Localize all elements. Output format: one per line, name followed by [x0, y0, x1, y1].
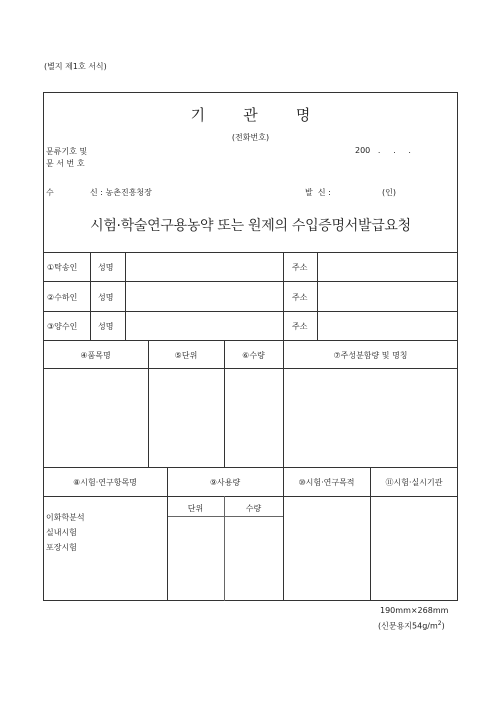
main-title: 시험·학술연구용농약 또는 원제의 수입증명서발급요청 [90, 218, 411, 234]
sender-label: 발 신 : [305, 188, 331, 197]
party-addr-label: 주소 [292, 293, 308, 302]
paper-size: 190mm×268mm [380, 606, 449, 615]
date-field[interactable]: 200 . . . [355, 146, 411, 155]
paper-spec-text: (신문용지54g/m [378, 621, 438, 631]
rule-party-3 [43, 340, 458, 341]
v-party-role [90, 252, 91, 340]
party-addr-label: 주소 [292, 263, 308, 272]
form-code: (별지 제1호 서식) [44, 62, 107, 71]
rule-party-1 [43, 281, 458, 282]
phone-label: (전화번호) [231, 133, 270, 142]
rule-party-2 [43, 311, 458, 312]
party-role-consignee: ②수하인 [47, 293, 78, 302]
party-name-label: 성명 [98, 322, 114, 331]
product-header-ingredient: ⑦주성분함량 및 명칭 [333, 351, 408, 360]
rule-test-header [43, 496, 458, 497]
test-item: 포장시험 [46, 543, 77, 552]
party-name-label: 성명 [98, 263, 114, 272]
v-party-addr-start [283, 252, 284, 340]
doc-number-label: 문 서 번 호 [46, 159, 85, 168]
seal-mark: (인) [382, 188, 396, 197]
party-role-shipper: ①탁송인 [47, 263, 78, 272]
product-header-name: ④품목명 [80, 351, 111, 360]
rule-parties-top [43, 252, 458, 253]
test-header-institution: ⑪시험·실시기관 [385, 478, 443, 487]
org-title: 기 관 명 [190, 106, 311, 124]
party-role-transferee: ③양수인 [47, 322, 78, 331]
rule-test-top [43, 467, 458, 468]
test-header-item: ⑧시험·연구항목명 [73, 478, 137, 487]
form-frame [43, 92, 458, 601]
test-item: 이화학분석 [46, 513, 85, 522]
paper-spec [378, 620, 445, 632]
rule-usage-sub [167, 516, 283, 517]
test-header-purpose: ⑩시험·연구목적 [298, 478, 355, 487]
product-header-qty: ⑥수량 [242, 351, 265, 360]
test-header-usage: ⑨사용량 [209, 478, 241, 487]
product-header-unit: ⑤단위 [174, 351, 198, 360]
usage-sub-qty: 수량 [245, 504, 262, 513]
v-party-addr-label [317, 252, 318, 340]
paper-spec-sup: 2 [437, 620, 442, 627]
recipient-prefix: 수 [46, 188, 54, 197]
test-item: 실내시험 [46, 528, 77, 537]
recipient-label: 신 : 농촌진흥청장 [90, 188, 152, 197]
party-addr-label: 주소 [292, 322, 308, 331]
paper-spec-close: ) [441, 621, 445, 631]
party-name-label: 성명 [98, 293, 114, 302]
doc-class-label: 문류기호 및 [46, 147, 88, 156]
rule-product-header [43, 368, 458, 369]
v-party-name-label [125, 252, 126, 340]
usage-sub-unit: 단위 [187, 504, 204, 513]
